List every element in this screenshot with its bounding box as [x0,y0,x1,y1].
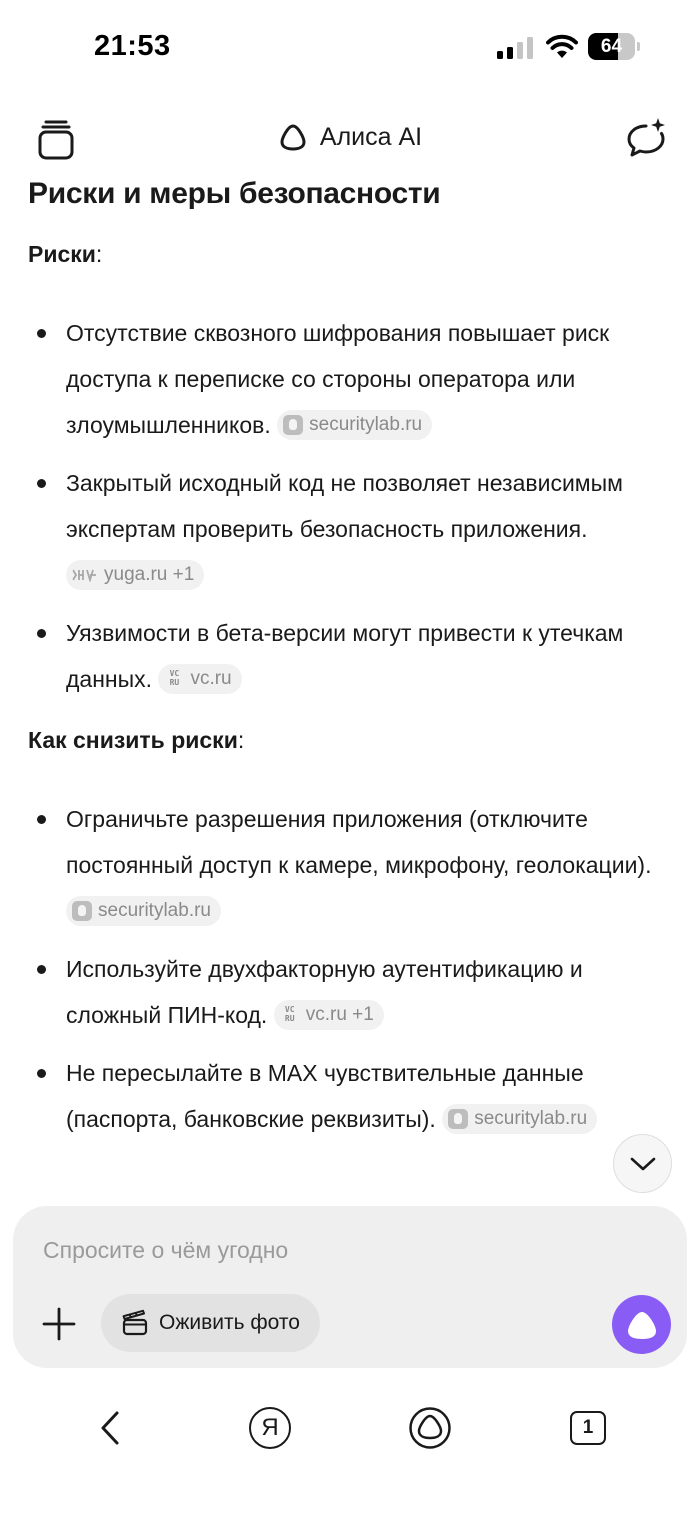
new-chat-sparkle-icon [624,114,668,162]
wifi-icon [546,34,578,60]
list-item-text: Не пересылайте в MAX чувствительные данные (паспорта, банковские реквизиты). [66,1060,584,1132]
source-chip[interactable] [66,560,204,590]
alice-voice-icon [625,1309,659,1341]
animate-photo-button[interactable] [101,1294,320,1352]
securitylab-icon [72,901,92,921]
bottom-navigation [0,1398,700,1458]
tabs-button[interactable] [566,1406,610,1450]
composer [13,1206,687,1368]
stack-icon [32,116,80,164]
cellular-signal-icon [497,37,533,59]
risks-heading: Риски: [28,241,103,267]
answer-content [28,168,668,1154]
list-item-text: Уязвимости в бета-версии могут привести к утечкам данных. [66,620,624,692]
attach-button[interactable] [41,1306,77,1342]
alice-ring-icon [408,1406,452,1450]
risks-list [28,310,668,702]
source-chip-label: securitylab.ru [474,1107,588,1129]
back-button[interactable] [88,1406,132,1450]
list-item-text: Закрытый исходный код не позволяет независимым экспертам проверить безопасность приложения. [66,470,623,542]
list-item [28,796,668,934]
source-chip-label: yuga.ru +1 [104,563,195,585]
source-chip[interactable] [158,664,241,694]
source-chip-label: vc.ru [190,667,232,689]
list-item [28,946,668,1038]
list-item [28,460,668,598]
source-chip[interactable] [66,896,221,926]
new-chat-button[interactable] [624,114,668,162]
yandex-home-button[interactable] [248,1406,292,1450]
source-chip[interactable] [442,1104,597,1134]
list-item [28,1050,668,1142]
alice-voice-button[interactable] [612,1295,671,1354]
list-item-text: Ограничьте разрешения приложения (отключите постоянный доступ к камере, микрофону, геолокации). [66,806,652,878]
list-item-text: Отсутствие сквозного шифрования повышает риск доступа к переписке со стороны оператора или злоумышленников. [66,320,610,438]
chevron-down-icon [630,1156,656,1172]
mitigation-heading: Как снизить риски: [28,727,245,753]
securitylab-icon [448,1109,468,1129]
app-header [0,108,700,166]
menu-button[interactable] [32,116,80,164]
source-chip-label: securitylab.ru [98,899,211,921]
animate-photo-label: Оживить фото [159,1311,300,1334]
plus-icon [41,1306,77,1342]
mitigation-list [28,796,668,1142]
section-title: Риски и меры безопасности [28,177,441,210]
vc-icon: VC RU [284,1004,295,1023]
battery-icon [588,33,640,60]
yuga-icon [72,568,98,582]
source-chip[interactable] [277,410,432,440]
source-chip-label: vc.ru +1 [305,1003,374,1025]
tabs-count-icon: 1 [570,1411,606,1445]
battery-level: 64 [600,36,623,57]
back-arrow-icon [98,1410,122,1446]
alice-logo-icon [278,122,308,152]
header-title: Алиса AI [319,122,423,151]
status-bar [0,0,700,96]
clapperboard-icon [121,1309,149,1337]
securitylab-icon [283,415,303,435]
list-item [28,310,668,448]
source-chip-label: securitylab.ru [309,413,423,435]
prompt-input[interactable] [43,1230,603,1270]
alice-nav-button[interactable] [408,1406,452,1450]
list-item [28,610,668,702]
yandex-logo-icon: Я [249,1407,291,1449]
source-chip[interactable] [274,1000,384,1030]
vc-icon: VC RU [169,668,180,687]
status-time: 21:53 [94,30,171,62]
scroll-down-button[interactable] [613,1134,672,1193]
header-title-group [278,122,422,152]
list-item-text: Используйте двухфакторную аутентификацию и сложный ПИН-код. [66,956,583,1028]
